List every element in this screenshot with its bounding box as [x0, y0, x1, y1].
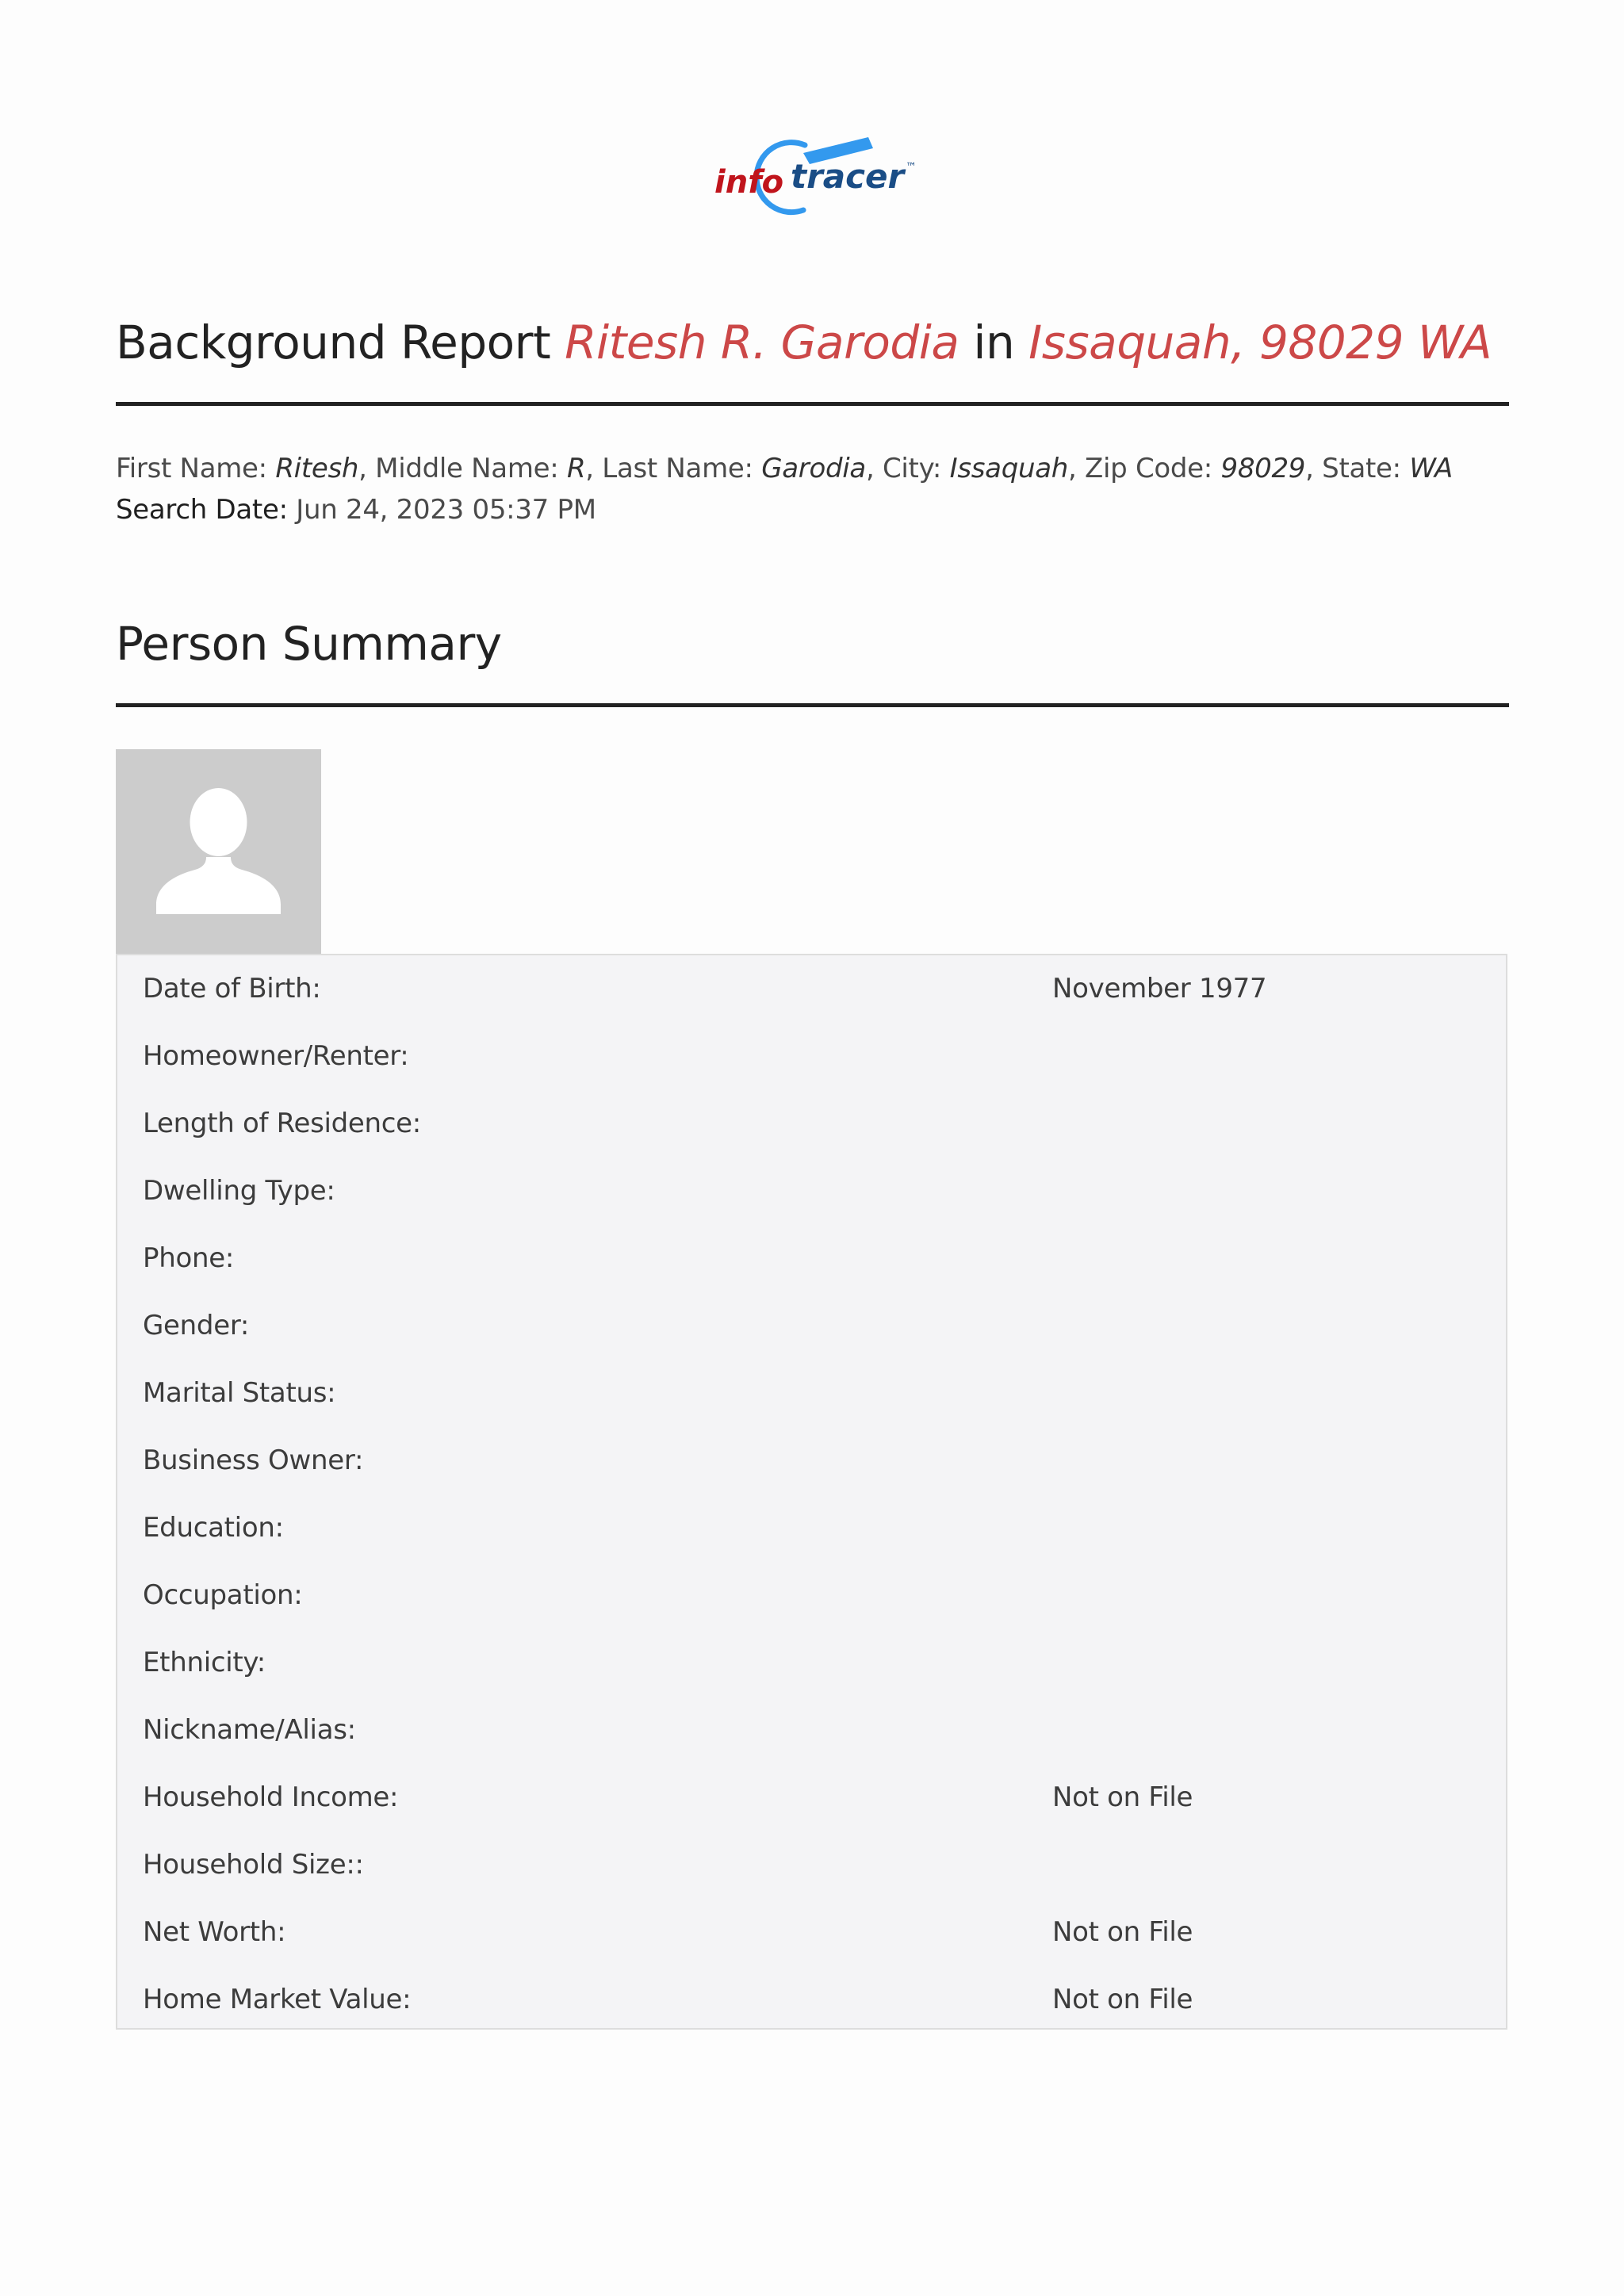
- summary-row-label: Household Income:: [143, 1781, 399, 1813]
- summary-row-label: Occupation:: [143, 1579, 303, 1611]
- summary-row: [117, 1494, 1506, 1562]
- person-placeholder-icon: [116, 749, 321, 955]
- last-name-label: Last Name:: [602, 453, 753, 484]
- search-date-value: Jun 24, 2023 05:37 PM: [296, 494, 596, 526]
- summary-row-label: Business Owner:: [143, 1445, 364, 1476]
- section-divider: [116, 703, 1509, 707]
- title-divider: [116, 402, 1509, 406]
- state-label: State:: [1322, 453, 1401, 484]
- summary-row-label: Home Market Value:: [143, 1984, 412, 2015]
- magnifier-logo-icon: [710, 131, 940, 222]
- summary-row-value: Not on File: [1052, 1781, 1193, 1813]
- summary-row: [117, 1360, 1506, 1427]
- summary-row-label: Date of Birth:: [143, 973, 321, 1004]
- middle-name-value: R: [566, 453, 586, 484]
- summary-row: [117, 1427, 1506, 1494]
- summary-row-label: Marital Status:: [143, 1377, 336, 1409]
- title-connector: in: [973, 316, 1015, 369]
- summary-row: [117, 1899, 1506, 1966]
- summary-row: [117, 1966, 1506, 2034]
- summary-row: [117, 1158, 1506, 1225]
- summary-row: [117, 1697, 1506, 1764]
- state-value: WA: [1409, 453, 1453, 484]
- infotracer-logo: [710, 131, 940, 222]
- summary-row-label: Household Size::: [143, 1849, 364, 1881]
- city-label: City:: [882, 453, 942, 484]
- summary-row: [117, 1629, 1506, 1697]
- summary-row: [117, 955, 1506, 1023]
- summary-row-label: Phone:: [143, 1242, 234, 1274]
- subject-location: Issaquah, 98029 WA: [1028, 316, 1492, 369]
- summary-row: [117, 1090, 1506, 1158]
- search-date-line: [116, 489, 1543, 530]
- summary-row-value: November 1977: [1052, 973, 1267, 1004]
- summary-row: [117, 1023, 1506, 1090]
- zip-value: 98029: [1220, 453, 1306, 484]
- criteria-line: First Name: Ritesh, Middle Name: R, Last Name: Garodia, City: Issaquah, Zip Code: 98029, State: WA: [116, 453, 1453, 484]
- summary-row: [117, 1225, 1506, 1292]
- summary-row-value: Not on File: [1052, 1984, 1193, 2015]
- middle-name-label: Middle Name:: [375, 453, 559, 484]
- summary-row-label: Dwelling Type:: [143, 1175, 335, 1207]
- summary-row-value: Not on File: [1052, 1916, 1193, 1948]
- zip-label: Zip Code:: [1085, 453, 1212, 484]
- summary-row: [117, 1562, 1506, 1629]
- last-name-value: Garodia: [761, 453, 866, 484]
- person-summary-table: [116, 954, 1507, 2030]
- summary-row: [117, 1831, 1506, 1899]
- title-prefix: Background Report: [116, 316, 551, 369]
- summary-row-label: Length of Residence:: [143, 1108, 421, 1139]
- summary-row-label: Homeowner/Renter:: [143, 1040, 409, 1072]
- avatar: [116, 749, 321, 955]
- summary-row-label: Education:: [143, 1512, 284, 1544]
- section-heading: Person Summary: [116, 617, 502, 671]
- summary-row-label: Nickname/Alias:: [143, 1714, 356, 1746]
- search-criteria: [116, 448, 1543, 530]
- search-date-label: Search Date:: [116, 494, 288, 526]
- summary-row: [117, 1764, 1506, 1831]
- summary-row-label: Net Worth:: [143, 1916, 286, 1948]
- first-name-value: Ritesh: [275, 453, 359, 484]
- summary-row: [117, 1292, 1506, 1360]
- summary-row-label: Gender:: [143, 1310, 250, 1341]
- svg-text:™: ™: [906, 161, 917, 174]
- first-name-label: First Name:: [116, 453, 267, 484]
- subject-name: Ritesh R. Garodia: [565, 316, 959, 369]
- svg-text:info: info: [714, 164, 784, 201]
- summary-row-label: Ethnicity:: [143, 1647, 266, 1678]
- page-title: [116, 311, 1511, 374]
- city-value: Issaquah: [949, 453, 1069, 484]
- svg-text:tracer: tracer: [791, 157, 905, 196]
